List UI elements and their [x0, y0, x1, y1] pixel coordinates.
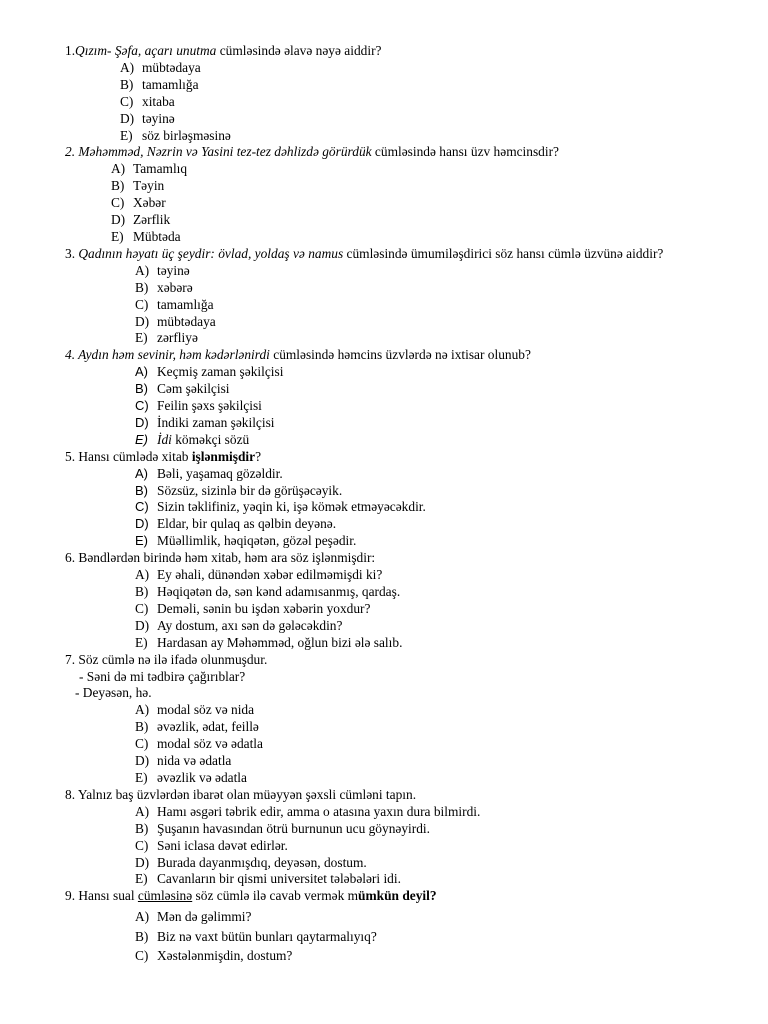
option: [65, 94, 703, 111]
question-sentence: 4. Aydın həm sevinir, həm kədərlənirdi: [65, 347, 270, 363]
option-label: E): [135, 871, 148, 887]
option-text: əvəzlik, ədat, feillə: [157, 719, 259, 735]
option-label: E): [135, 330, 148, 346]
option-text: mübtədaya: [142, 59, 201, 75]
option-label: E): [135, 769, 148, 785]
option-text: Cavanların bir qismi universitet tələbələri idi.: [157, 871, 401, 887]
question-9: [65, 888, 703, 905]
option-text: Sözsüz, sizinlə bir də görüşəcəyik.: [157, 482, 343, 498]
option-text: modal söz və nida: [157, 702, 255, 718]
option-text: Deməli, sənin bu işdən xəbərin yoxdur?: [157, 600, 371, 616]
question-sentence: Qızım- Şəfa, açarı unutma: [75, 43, 217, 58]
option-text: Səni iclasa dəvət edirlər.: [157, 837, 288, 853]
option-text: xəbərə: [157, 279, 193, 295]
option: [65, 567, 703, 584]
option-label: B): [135, 584, 149, 599]
question-bold-word: işlənmişdir: [191, 448, 256, 464]
option-text: Mən də gəlimmi?: [157, 909, 252, 925]
question-sentence: Qadının həyatı üç şeydir: övlad, yoldaş və namus: [78, 245, 344, 261]
option-text: Mübtəda: [133, 228, 181, 244]
option-label: E): [135, 634, 148, 650]
option-label: E): [120, 127, 133, 143]
question-1: [65, 43, 703, 60]
option-label: B): [135, 482, 148, 498]
option: [65, 212, 703, 229]
question-end: ?: [255, 448, 262, 464]
option-text: Tamamlıq: [133, 161, 188, 177]
option-label: D): [135, 854, 150, 870]
question-sentence: 2. Məhəmməd, Nəzrin və Yasini tez-tez dəhlizdə görürdük: [65, 144, 372, 160]
option: [65, 871, 703, 888]
option: [65, 280, 703, 297]
option-text: xitaba: [142, 93, 175, 109]
option-text: mübtədaya: [157, 313, 216, 329]
option-rest: köməkçi sözü: [171, 431, 250, 447]
question-text: cümləsində hansı üzv həmcinsdir?: [371, 144, 559, 160]
option: [65, 415, 703, 432]
option-label: A): [135, 262, 150, 278]
option-label: C): [135, 398, 149, 414]
document-page: [65, 43, 703, 966]
question-4: [65, 347, 703, 364]
option-label: D): [135, 313, 150, 329]
option: [65, 584, 703, 601]
option-label: C): [135, 837, 149, 853]
option-label: E): [135, 431, 148, 447]
option-text: Bəli, yaşamaq gözəldir.: [157, 465, 283, 481]
option: [65, 263, 703, 280]
option-text: Eldar, bir qulaq as qəlbin deyənə.: [157, 516, 337, 532]
question-text: 6. Bəndlərdən birində həm xitab, həm ara söz işlənmişdir:: [65, 550, 376, 566]
option: [65, 601, 703, 618]
question-6: [65, 550, 703, 567]
question-text: 5. Hansı cümlədə xitab: [65, 448, 192, 464]
option-label: D): [135, 414, 149, 430]
question-underlined-word: cümləsinə: [137, 888, 193, 904]
option-label: D): [135, 516, 149, 532]
option: [65, 618, 703, 635]
question-number: 1.: [65, 43, 76, 58]
option: [65, 821, 703, 838]
option-text: Şuşanın havasından ötrü burnunun ucu göynəyirdi.: [157, 820, 430, 836]
option: [65, 635, 703, 652]
question-2: [65, 144, 703, 161]
option-label: C): [111, 195, 125, 211]
option-text: İndiki zaman şəkilçisi: [157, 414, 275, 430]
option-text: Feilin şəxs şəkilçisi: [157, 398, 262, 414]
option-text: təyinə: [157, 262, 190, 278]
option: [65, 432, 703, 449]
option: [65, 855, 703, 872]
option-text: [157, 432, 249, 449]
option-label: C): [135, 948, 149, 964]
option: [65, 330, 703, 347]
question-number: 3.: [65, 245, 79, 261]
option-label: A): [111, 161, 126, 177]
option: [65, 364, 703, 381]
option-label: A): [135, 465, 148, 481]
option: [65, 111, 703, 128]
question-text-2: söz cümlə ilə cavab vermək m: [192, 888, 359, 904]
question-text: 8. Yalnız baş üzvlərdən ibarət olan müəyyən şəxsli cümləni tapın.: [65, 786, 417, 802]
option: [65, 483, 703, 500]
option-text: Hardasan ay Məhəmməd, oğlun bizi ələ salıb.: [157, 634, 403, 650]
option-label: A): [135, 702, 150, 718]
question-bold-text: ümkün deyil?: [358, 888, 437, 904]
option-label: A): [120, 59, 135, 75]
question-text: cümləsində ümumiləşdirici söz hansı cümlə üzvünə aiddir?: [343, 245, 664, 261]
question-text: cümləsində həmcins üzvlərdə nə ixtisar olunub?: [269, 347, 531, 363]
option-label: A): [135, 909, 150, 925]
option: [65, 161, 703, 178]
question-5: [65, 449, 703, 466]
option-text: zərfliyə: [157, 330, 198, 346]
option-label: E): [111, 228, 124, 244]
question-3: [65, 246, 703, 263]
option: [65, 128, 703, 145]
option-label: B): [135, 279, 149, 295]
option: [65, 946, 703, 966]
question-8: [65, 787, 703, 804]
option: [65, 770, 703, 787]
option-text: modal söz və ədatla: [157, 736, 263, 752]
option-text: Burada dayanmışdıq, deyəsən, dostum.: [157, 854, 367, 870]
option: [65, 60, 703, 77]
option: [65, 499, 703, 516]
option: [65, 927, 703, 947]
option-label: D): [120, 110, 135, 126]
question-text: 7. Söz cümlə nə ilə ifadə olunmuşdur.: [65, 651, 268, 667]
option-label: B): [135, 820, 149, 836]
option-label: C): [120, 93, 134, 109]
option-text: təyinə: [142, 110, 175, 126]
option: [65, 178, 703, 195]
option-text: əvəzlik və ədatla: [157, 769, 247, 785]
option-text: Ey əhali, dünəndən xəbər edilməmişdi ki?: [157, 567, 383, 583]
option-text: Həqiqətən də, sən kənd adamısanmış, qardaş.: [157, 584, 401, 599]
option: [65, 736, 703, 753]
option-label: B): [111, 178, 125, 194]
option-text: söz birləşməsinə: [142, 127, 231, 143]
option: [65, 77, 703, 94]
option: [65, 533, 703, 550]
option-label: D): [135, 753, 150, 769]
option-text: Keçmiş zaman şəkilçisi: [157, 364, 284, 380]
option: [65, 804, 703, 821]
option-label: D): [111, 212, 126, 228]
option-label: C): [135, 499, 149, 515]
option: [65, 753, 703, 770]
option-text: Xəbər: [133, 195, 166, 211]
option-italic-word: İdi: [157, 431, 172, 447]
option-label: A): [135, 567, 150, 583]
option-text: nida və ədatla: [157, 753, 232, 769]
dialog-line-1: - Səni də mi tədbirə çağırıblar?: [79, 668, 246, 684]
option-label: B): [120, 76, 134, 92]
option: [65, 398, 703, 415]
option-label: A): [135, 803, 150, 819]
option-label: C): [135, 296, 149, 312]
option-label: A): [135, 364, 148, 380]
question-text: cümləsində əlavə nəyə aiddir?: [216, 43, 382, 58]
option: [65, 466, 703, 483]
option: [65, 195, 703, 212]
option-label: B): [135, 928, 149, 944]
option-label: C): [135, 600, 149, 616]
option: [65, 229, 703, 246]
option: [65, 314, 703, 331]
option-text: Təyin: [133, 178, 165, 194]
option: [65, 907, 703, 927]
option-text: Ay dostum, axı sən də gələcəkdin?: [157, 617, 343, 633]
option-text: Müəllimlik, həqiqətən, gözəl peşədir.: [157, 533, 357, 549]
question-text: 9. Hansı sual: [65, 888, 138, 904]
option: [65, 381, 703, 398]
option-text: Cəm şəkilçisi: [157, 381, 230, 397]
option-label: D): [135, 617, 150, 633]
question-7: [65, 652, 703, 669]
option: [65, 516, 703, 533]
option: [65, 838, 703, 855]
option-text: Zərflik: [133, 212, 171, 228]
option-label: C): [135, 736, 149, 752]
option-label: E): [135, 533, 148, 549]
option-label: B): [135, 381, 148, 397]
dialog-line-2: - Deyəsən, hə.: [75, 685, 152, 701]
option-text: Hamı əsgəri təbrik edir, amma o atasına yaxın dura bilmirdi.: [157, 803, 481, 819]
option: [65, 702, 703, 719]
option-text: tamamlığa: [157, 296, 214, 312]
option-text: Biz nə vaxt bütün bunları qaytarmalıyıq?: [157, 928, 377, 944]
option-text: Sizin təklifiniz, yəqin ki, işə kömək etməyəcəkdir.: [157, 499, 426, 515]
option: [65, 297, 703, 314]
option-text: Xəstələnmişdin, dostum?: [157, 948, 293, 964]
option-label: B): [135, 719, 149, 735]
option-text: tamamlığa: [142, 76, 199, 92]
option: [65, 719, 703, 736]
